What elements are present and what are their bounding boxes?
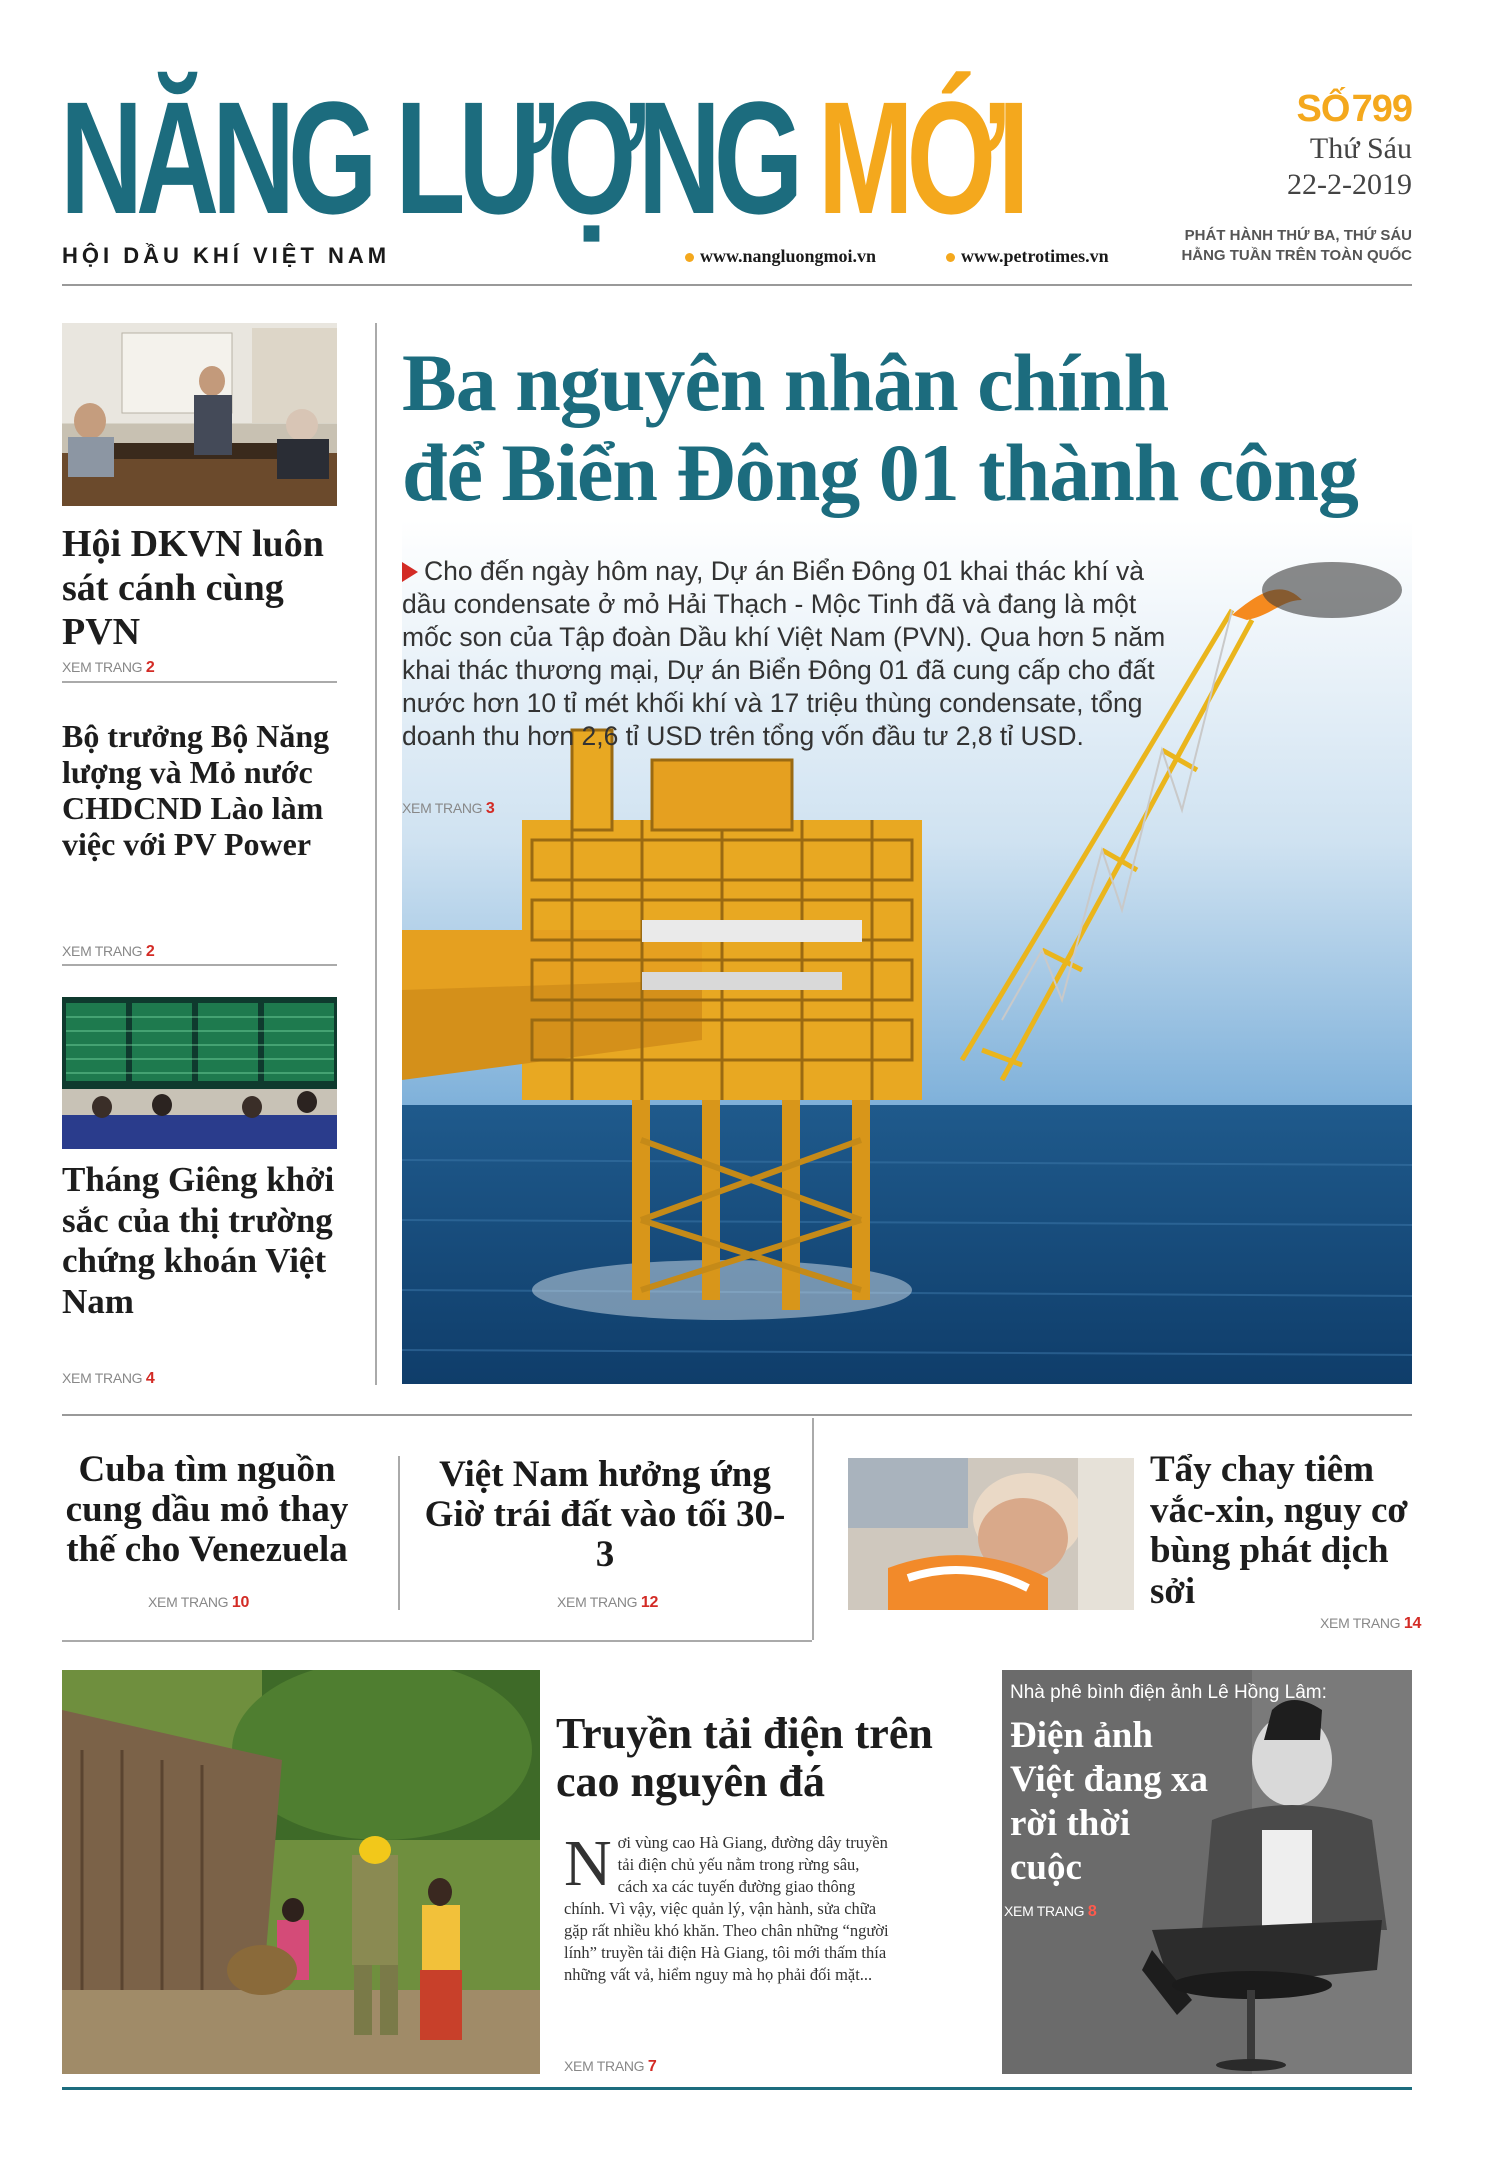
power-workers-photo [62,1670,540,2074]
column-divider [375,323,377,1385]
meeting-photo [62,323,337,506]
left-headline-3[interactable]: Tháng Giêng khởi sắc của thị trường chứng khoán Việt Nam [62,1160,335,1321]
mid-headline-2[interactable]: Việt Nam hưởng ứng Giờ trái đất vào tối 30-3 [424,1454,786,1575]
mid-headline-1[interactable]: Cuba tìm nguồn cung dầu mỏ thay thế cho Venezuela [65,1449,349,1570]
left-divider-2 [62,964,337,966]
bottom-body: Nơi vùng cao Hà Giang, đường dây truyền tải điện chủ yếu nằm trong rừng sâu, cách xa các tuyến đường giao thông chính. Vì vậy, việc quản lý, vận hành, sửa chữa gặp rất nhiều khó khăn. Theo chân những “người lính” truyền tải điện Hà Giang, tôi mới thấm thía những vất vả, hiểm nguy mà họ phải đối mặt... [564,1827,889,1984]
left-headline-2[interactable]: Bộ trưởng Bộ Năng lượng và Mỏ nước CHDCND Lào làm việc với PV Power [62,718,330,862]
mid-headline-3[interactable]: Tẩy chay tiêm vắc-xin, nguy cơ bùng phát dịch sởi [1150,1449,1408,1612]
left-see-page-3[interactable]: XEM TRANG 4 [62,1370,155,1387]
interview-box [1002,1670,1412,2074]
middle-row-bottom-divider [62,1640,812,1642]
left-divider-1 [62,681,337,683]
mid-see-page-2[interactable]: XEM TRANG 12 [557,1594,659,1611]
left-headline-1[interactable]: Hội DKVN luôn sát cánh cùng PVN [62,523,324,653]
interview-headline[interactable]: Điện ảnh Việt đang xa rời thời cuộc [1010,1715,1209,1888]
lead-arrow-icon [402,562,418,582]
middle-row-top-divider [62,1414,1412,1416]
bullet-icon [685,253,694,262]
main-lead: Cho đến ngày hôm nay, Dự án Biển Đông 01 khai thác khí và dầu condensate ở mỏ Hải Thạch - Mộc Tinh đã và đang là một mốc son của Tập đoàn Dầu khí Việt Nam (PVN). Qua hơn 5 năm khai thác thương mại, Dự án Biển Đông 01 đã cung cấp cho đất nước hơn 10 tỉ mét khối khí và 17 triệu thùng condensate, tổng doanh thu hơn 2,6 tỉ USD trên tổng vốn đầu tư 2,8 tỉ USD. [402,556,1166,751]
left-see-page-1[interactable]: XEM TRANG 2 [62,659,155,676]
issue-label: SỐ [1296,88,1350,130]
mid-see-page-3[interactable]: XEM TRANG 14 [1320,1615,1422,1632]
issue-info [1287,88,1412,203]
middle-divider-2 [812,1418,814,1640]
main-headline[interactable]: Ba nguyên nhân chính để Biển Đông 01 thành công [402,337,1358,518]
masthead-subtitle: HỘI DẦU KHÍ VIỆT NAM [62,243,391,268]
logo-part-1: NĂNG LƯỢNG [60,68,797,247]
drop-cap: N [564,1827,612,1900]
website-1[interactable]: www.nangluongmoi.vn [685,246,876,267]
left-see-page-2[interactable]: XEM TRANG 2 [62,943,155,960]
mid-see-page-1[interactable]: XEM TRANG 10 [148,1594,250,1611]
page-bottom-rule [62,2087,1412,2090]
issue-date: 22-2-2019 [1287,168,1412,201]
interview-kicker: Nhà phê bình điện ảnh Lê Hồng Lâm: [1010,1682,1327,1703]
masthead-logo [60,68,1023,247]
bottom-see-page[interactable]: XEM TRANG 7 [564,2058,657,2075]
masthead-divider [62,284,1412,286]
main-see-page[interactable]: XEM TRANG 3 [402,800,495,817]
interview-see-page[interactable]: XEM TRANG 8 [1004,1903,1097,1920]
stock-market-photo [62,997,337,1149]
bullet-icon [946,253,955,262]
middle-divider-1 [398,1456,400,1610]
publish-note: PHÁT HÀNH THỨ BA, THỨ SÁU HẰNG TUẦN TRÊN TOÀN QUỐC [1181,227,1412,265]
sick-child-photo [848,1458,1134,1610]
issue-number: 799 [1351,88,1412,130]
logo-part-2: MỚI [817,68,1023,247]
issue-day: Thứ Sáu [1309,132,1412,165]
website-2[interactable]: www.petrotimes.vn [946,246,1109,267]
bottom-headline[interactable]: Truyền tải điện trên cao nguyên đá [556,1709,933,1806]
